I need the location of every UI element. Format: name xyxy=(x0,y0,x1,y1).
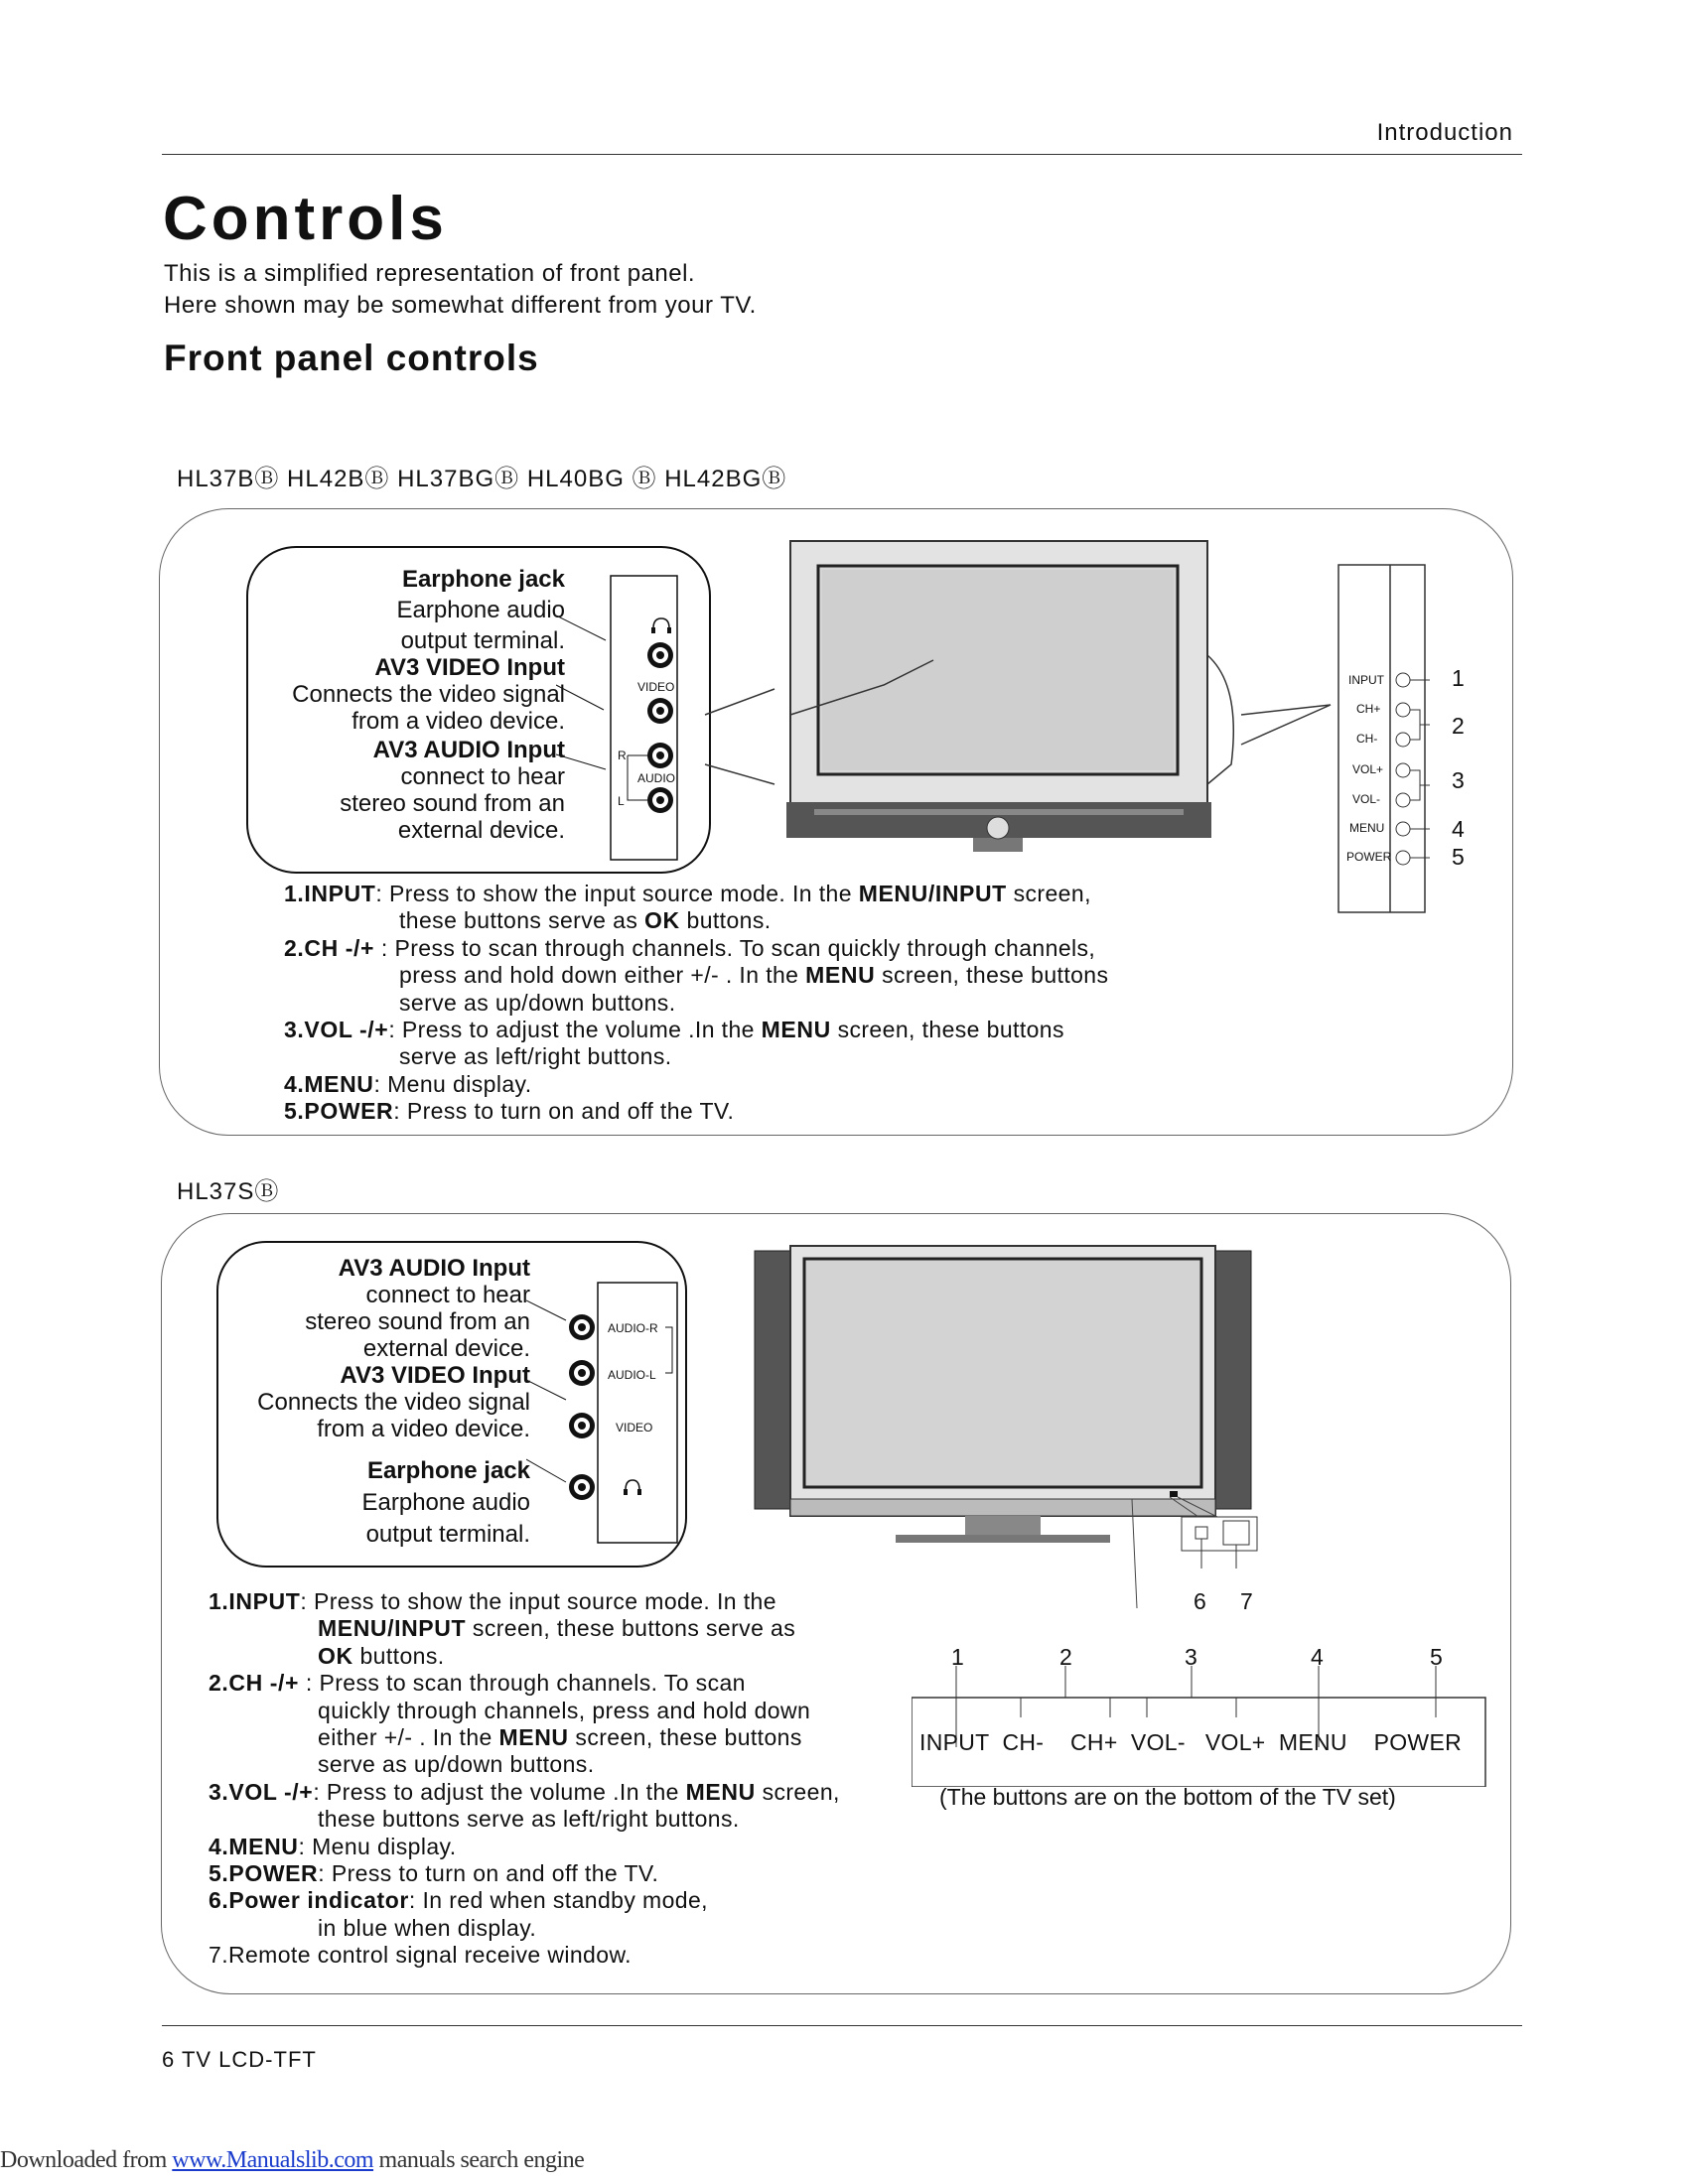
tv-left-speaker xyxy=(755,1251,790,1509)
bottom-num-2: 2 xyxy=(1059,1644,1072,1670)
download-prefix: Downloaded from xyxy=(0,2147,173,2173)
power-indicator-box xyxy=(1196,1527,1207,1539)
desc2-power-label: 5.POWER xyxy=(209,1860,319,1887)
desc1-ch-line3: serve as up/down buttons. xyxy=(399,989,676,1016)
side-label-volminus: VOL- xyxy=(1352,792,1381,806)
av3-video-desc-2: from a video device. xyxy=(352,708,565,735)
desc2-ch-text: : Press to scan through channels. To scan xyxy=(299,1670,746,1697)
desc2-indicator-label: 6.Power indicator xyxy=(209,1887,409,1914)
av3-video-desc-1: Connects the video signal xyxy=(292,681,565,708)
desc1-ch-menu: MENU xyxy=(805,962,876,989)
av3-video-desc-2-2: from a video device. xyxy=(317,1416,530,1442)
audio-r-jack-icon-2 xyxy=(569,1314,595,1340)
desc2-indicator-line2: in blue when display. xyxy=(318,1914,537,1941)
callout-tail-1 xyxy=(228,675,784,794)
desc2-ch-line3: either +/- . In the xyxy=(318,1724,499,1751)
desc1-input-text2: screen, xyxy=(1006,881,1091,906)
download-suffix: manuals search engine xyxy=(373,2147,585,2173)
desc1-input-text: : Press to show the input source mode. In the xyxy=(375,881,859,906)
header-rule xyxy=(162,154,1522,155)
earphone-desc-1: Earphone audio xyxy=(396,597,565,623)
side-button-strip xyxy=(1331,561,1489,918)
indicator-num-6: 6 xyxy=(1194,1588,1206,1614)
side-num-1: 1 xyxy=(1452,665,1465,691)
earphone-jack-title-2: Earphone jack xyxy=(366,1457,530,1484)
desc1-input-ok: OK xyxy=(644,907,680,934)
indicator-num-7: 7 xyxy=(1240,1588,1253,1614)
section-header: Introduction xyxy=(1376,119,1513,146)
volplus-button-icon xyxy=(1396,763,1410,777)
bottom-note: (The buttons are on the bottom of the TV set) xyxy=(939,1784,1396,1810)
chminus-button-icon xyxy=(1396,733,1410,747)
desc1-menu-label: 4.MENU xyxy=(284,1070,374,1097)
earphone-desc-2-2: output terminal. xyxy=(365,1521,530,1548)
page-footer: 6 TV LCD-TFT xyxy=(162,2047,317,2072)
desc1-vol-label: 3.VOL -/+ xyxy=(284,1017,389,1043)
input-button-icon xyxy=(1396,673,1410,687)
desc1-input-line2: these buttons serve as xyxy=(399,907,645,934)
models-label-2: HL37SⒷ xyxy=(177,1178,280,1205)
earphone-desc-2: output terminal. xyxy=(400,627,565,654)
desc1-vol-line2: serve as left/right buttons. xyxy=(399,1043,672,1070)
av3-audio-desc-1: connect to hear xyxy=(400,763,565,790)
tv-screen-2 xyxy=(804,1259,1201,1487)
bottom-num-3: 3 xyxy=(1185,1644,1197,1670)
desc1-ch-label: 2.CH -/+ xyxy=(284,934,375,961)
desc2-input-line3: buttons. xyxy=(352,1642,445,1669)
bottom-button-labels: INPUT CH- CH+ VOL- VOL+ MENU POWER xyxy=(919,1729,1462,1755)
callout2-text xyxy=(257,1255,530,1548)
desc2-vol-text: : Press to adjust the volume .In the xyxy=(313,1778,686,1805)
jack-audio-label: AUDIO xyxy=(637,771,676,785)
av3-audio-desc-2-1: connect to hear xyxy=(365,1282,530,1308)
callout-leaders-2 xyxy=(526,1300,566,1482)
power-indicator-icon xyxy=(1170,1491,1178,1497)
desc2-ch-line4: serve as up/down buttons. xyxy=(318,1751,595,1778)
desc2-ch-line2: quickly through channels, press and hold down xyxy=(318,1697,811,1723)
side-label-power: POWER xyxy=(1346,850,1392,864)
side-label-menu: MENU xyxy=(1349,821,1385,835)
pointer-leader xyxy=(1241,705,1331,745)
tv-illustration-2 xyxy=(675,1231,1271,1628)
intro-line-2: Here shown may be somewhat different from your TV. xyxy=(164,292,757,319)
desc2-input-menu: MENU/INPUT xyxy=(318,1615,467,1642)
desc1-ch-line2: press and hold down either +/- . In the xyxy=(399,962,806,989)
side-num-2: 2 xyxy=(1452,713,1465,739)
av3-audio-title: AV3 AUDIO Input xyxy=(372,737,565,763)
desc2-input-ok: OK xyxy=(318,1642,353,1669)
power-button-icon xyxy=(1396,851,1410,865)
desc1-power-label: 5.POWER xyxy=(284,1098,394,1125)
jack-r-label: R xyxy=(618,749,627,762)
jack-video-label-2: VIDEO xyxy=(616,1421,653,1434)
tv-stand xyxy=(973,838,1023,852)
intro-line-1: This is a simplified representation of front panel. xyxy=(164,260,696,287)
manualslib-link[interactable]: www.Manualslib.com xyxy=(172,2147,374,2173)
tv-right-speaker xyxy=(1215,1251,1251,1509)
side-label-volplus: VOL+ xyxy=(1352,762,1384,776)
bottom-num-5: 5 xyxy=(1430,1644,1443,1670)
av3-video-desc-2-1: Connects the video signal xyxy=(257,1389,530,1416)
desc2-input-text: : Press to show the input source mode. In the xyxy=(300,1588,776,1614)
side-label-chplus: CH+ xyxy=(1356,702,1381,716)
menu-button-icon xyxy=(1396,822,1410,836)
desc2-vol-text2: screen, xyxy=(755,1778,840,1805)
desc2-ch-line3-end: screen, these buttons xyxy=(568,1724,802,1751)
desc1-input-label: 1.INPUT xyxy=(284,881,376,906)
earphone-jack-icon-2 xyxy=(569,1474,595,1500)
desc1-menu-text: : Menu display. xyxy=(373,1070,532,1097)
tv-badge xyxy=(987,817,1009,839)
desc2-input-label: 1.INPUT xyxy=(209,1588,301,1614)
desc1-ch-line2-end: screen, these buttons xyxy=(875,962,1109,989)
desc1-input-line2-end: buttons. xyxy=(679,907,772,934)
desc2-ch-label: 2.CH -/+ xyxy=(209,1670,300,1697)
desc1-vol-menu: MENU xyxy=(761,1017,831,1043)
section-subtitle: Front panel controls xyxy=(164,338,539,378)
earphone-jack-title: Earphone jack xyxy=(401,566,565,593)
bottom-num-4: 4 xyxy=(1311,1644,1324,1670)
jack-l-label: L xyxy=(618,794,625,808)
volminus-button-icon xyxy=(1396,793,1410,807)
tv-screen-inner xyxy=(822,570,1174,770)
av3-audio-desc-2-3: external device. xyxy=(362,1335,530,1362)
av3-audio-title-2: AV3 AUDIO Input xyxy=(338,1255,530,1282)
desc1-power-text: : Press to turn on and off the TV. xyxy=(393,1098,735,1125)
jack-video-label: VIDEO xyxy=(637,680,675,694)
tv-bottom-bar xyxy=(790,1499,1215,1516)
desc1-vol-text: : Press to adjust the volume .In the xyxy=(388,1017,762,1043)
av3-video-title: AV3 VIDEO Input xyxy=(374,654,565,681)
desc1-vol-text2: screen, these buttons xyxy=(830,1017,1064,1043)
desc2-vol-label: 3.VOL -/+ xyxy=(209,1778,314,1805)
desc2-input-line2: screen, these buttons serve as xyxy=(466,1615,796,1642)
desc2-menu-text: : Menu display. xyxy=(298,1833,457,1859)
download-line xyxy=(0,2147,584,2174)
earphone-desc-2-1: Earphone audio xyxy=(361,1489,530,1516)
video-jack-icon-2 xyxy=(569,1413,595,1438)
callout-arc xyxy=(1207,655,1233,784)
jack-audio-r-label: AUDIO-R xyxy=(608,1321,658,1335)
side-num-3: 3 xyxy=(1452,767,1465,793)
desc2-ch-menu: MENU xyxy=(498,1724,569,1751)
tv-illustration-1 xyxy=(774,536,1350,864)
descriptions-2 xyxy=(209,1588,840,1970)
audio-l-jack-icon-2 xyxy=(569,1360,595,1386)
side-num-4: 4 xyxy=(1452,816,1465,842)
chplus-button-icon xyxy=(1396,703,1410,717)
av3-audio-desc-3: external device. xyxy=(397,817,565,844)
side-label-chminus: CH- xyxy=(1356,732,1378,746)
models-label-1: HL37BⒷ HL42BⒷ HL37BGⒷ HL40BG Ⓑ HL42BGⒷ xyxy=(177,466,787,492)
jack-panel-2 xyxy=(526,1271,685,1549)
desc2-vol-menu: MENU xyxy=(685,1778,756,1805)
desc2-indicator-text: : In red when standby mode, xyxy=(408,1887,708,1914)
desc2-vol-line2: these buttons serve as left/right buttons. xyxy=(318,1806,740,1833)
footer-rule xyxy=(162,2025,1522,2026)
desc2-power-text: : Press to turn on and off the TV. xyxy=(318,1860,659,1887)
remote-window-box xyxy=(1223,1521,1249,1545)
tv-stand-2 xyxy=(965,1516,1041,1538)
bottom-button-diagram xyxy=(912,1648,1497,1787)
desc1-input-menu: MENU/INPUT xyxy=(858,881,1007,906)
page-title: Controls xyxy=(163,185,448,253)
desc2-remote-window: 7.Remote control signal receive window. xyxy=(209,1942,632,1969)
side-label-input: INPUT xyxy=(1348,673,1384,687)
av3-video-title-2: AV3 VIDEO Input xyxy=(340,1362,530,1389)
av3-audio-desc-2: stereo sound from an xyxy=(340,790,565,817)
jack-audio-l-label: AUDIO-L xyxy=(608,1368,656,1382)
av3-audio-desc-2-2: stereo sound from an xyxy=(305,1308,530,1335)
desc2-menu-label: 4.MENU xyxy=(209,1833,299,1859)
bottom-num-1: 1 xyxy=(951,1644,964,1670)
tv-trim xyxy=(814,809,1184,815)
side-num-5: 5 xyxy=(1452,844,1465,870)
desc1-ch-text: : Press to scan through channels. To scan quickly through channels, xyxy=(374,934,1096,961)
tv-base-2 xyxy=(896,1535,1110,1543)
earphone-jack-icon xyxy=(647,642,673,668)
descriptions-1 xyxy=(284,881,1108,1126)
